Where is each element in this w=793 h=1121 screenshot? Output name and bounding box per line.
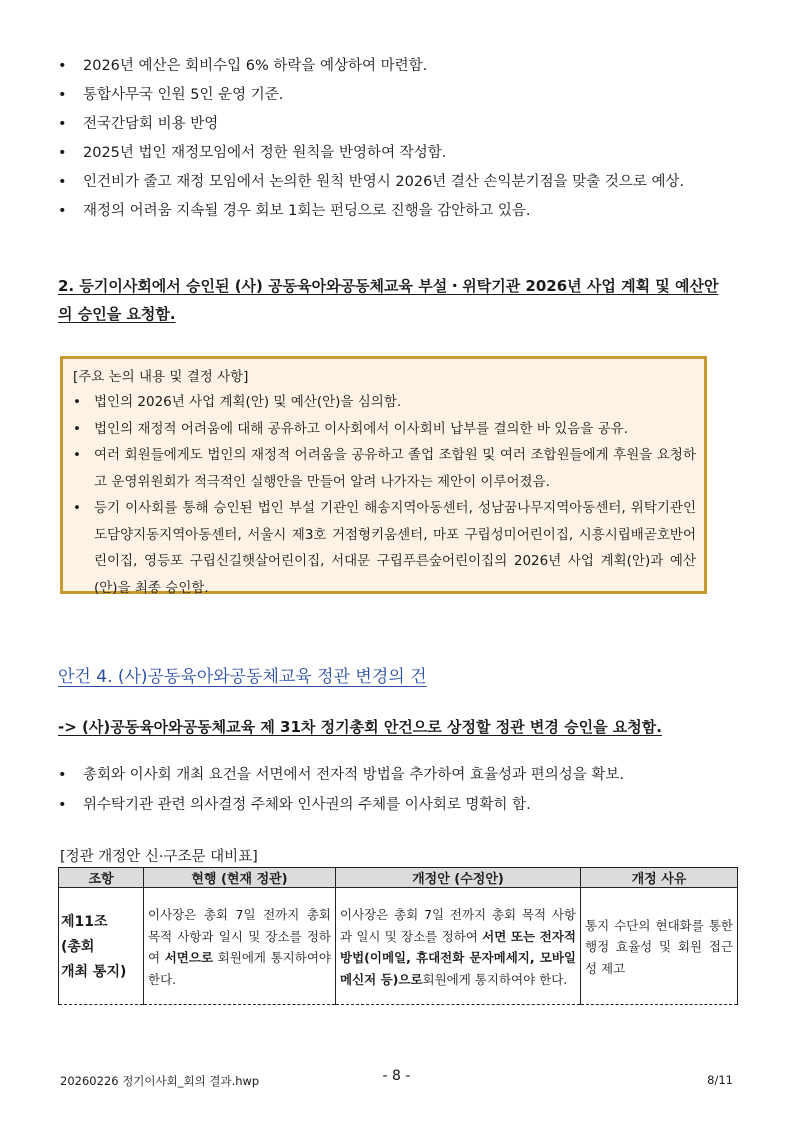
list-item [58, 82, 730, 108]
article-number: 제11조 [61, 913, 108, 930]
agenda-item [58, 792, 730, 818]
decision-item-text: 등기 이사회를 통해 승인된 법인 부설 기관인 해송지역아동센터, 성남꿈나무지역아동센터, 위탁기관인 도담양지동지역아동센터, 서울시 제3호 거점형키움센터, 마포 구립성미어린이집, 시흥시립배곧호반어린이집, 영등포 구립신길햇살어린이집, 서대문 구립푸른숲어린이집의 2026년 사업 계획(안)과 예산(안)을 최종 승인함. [94, 500, 696, 596]
article-cell [59, 888, 144, 1005]
bullet-symbol: • [58, 174, 67, 190]
list-item [58, 140, 730, 166]
header-reason: 개정 사유 [581, 868, 738, 888]
table-row [59, 888, 738, 1005]
footer-page-count: 8/11 [707, 1073, 733, 1087]
bullet-symbol: • [73, 420, 81, 437]
header-revised: 개정안 (수정안) [336, 868, 581, 888]
agenda-item [58, 762, 730, 788]
revised-text-bold: 서면 또는 전자적 방법(이메일, 휴대전화 문자메세지, 모바일 메신저 등)으로 [340, 928, 576, 987]
bullet-symbol: • [73, 394, 81, 410]
list-item [58, 111, 730, 137]
section2-heading: 2. 등기이사회에서 승인된 (사) 공동육아와공동체교육 부설・위탁기관 2026년 사업 계획 및 예산안의 승인을 요청함. [58, 277, 719, 323]
list-item-text: 2025년 법인 재정모임에서 정한 원칙을 반영하여 작성함. [83, 145, 447, 161]
current-text-end: 회원에게 통지하여야 한다. [148, 950, 331, 987]
list-item-text: 재정의 어려움 지속될 경우 회보 1회는 펀딩으로 진행을 감안하고 있음. [83, 203, 531, 219]
bullet-symbol: • [58, 203, 67, 219]
revised-text-end: 회원에게 통지하여야 한다. [422, 971, 568, 987]
list-item-text: 2026년 예산은 회비수입 6% 하락을 예상하여 마련함. [83, 58, 428, 74]
bullet-symbol: • [58, 797, 67, 813]
header-current: 현행 (현재 정관) [144, 868, 336, 888]
decision-list [73, 389, 696, 601]
current-text: 이사장은 총회 7일 전까지 총회 목적 사항과 일시 및 장소를 정하여 [148, 907, 331, 965]
bullet-symbol: • [58, 58, 67, 74]
agenda-item-text: 위수탁기관 관련 의사결정 주체와 인사권의 주체를 이사회로 명확히 함. [83, 797, 531, 813]
footer-page-marker: - 8 - [382, 1068, 411, 1084]
decision-item-text: 법인의 재정적 어려움에 대해 공유하고 이사회에서 이사회비 납부를 결의한 바 있음을 공유. [94, 420, 629, 437]
agenda4-request: -> (사)공동육아와공동체교육 제 31차 정기총회 안건으로 상정할 정관 변경 승인을 요청함. [58, 718, 662, 736]
bylaw-comparison-table [58, 867, 738, 1005]
list-item-text: 통합사무국 인원 5인 운영 기준. [83, 87, 284, 103]
article-title-2: 개최 통지) [61, 963, 127, 980]
list-item-text: 인건비가 줄고 재정 모임에서 논의한 원칙 반영시 2026년 결산 손익분기점을 맞출 것으로 예상. [83, 174, 685, 190]
decision-item-text: 법인의 2026년 사업 계획(안) 및 예산(안)을 심의함. [94, 394, 402, 410]
decision-item [73, 495, 696, 601]
header-article: 조항 [59, 868, 144, 888]
agenda4-title: 안건 4. (사)공동육아와공동체교육 정관 변경의 건 [58, 667, 427, 687]
list-item [58, 198, 730, 224]
table-header-row [59, 868, 738, 888]
agenda-item-text: 총회와 이사회 개최 요건을 서면에서 전자적 방법을 추가하여 효율성과 편의성을 확보. [83, 767, 624, 783]
decision-item [73, 442, 696, 495]
revised-text-cell [336, 888, 581, 1005]
reason-cell: 통지 수단의 현대화를 통한 행정 효율성 및 회원 접근성 제고 [581, 888, 738, 1005]
current-text-bold: 서면으로 [164, 950, 214, 965]
bullet-symbol: • [58, 145, 67, 161]
decision-item-text: 여러 회원들에게도 법인의 재정적 어려움을 공유하고 졸업 조합원 및 여러 조합원들에게 후원을 요청하고 운영위원회가 적극적인 실행안을 만들어 알려 나가자는 제안이 이루어졌음. [94, 447, 696, 490]
article-title-1: (총회 [61, 938, 95, 955]
list-item [58, 53, 730, 79]
decision-item [73, 416, 696, 443]
list-item-text: 전국간담회 비용 반영 [83, 116, 219, 132]
bullet-symbol: • [73, 447, 81, 463]
budget-notes-list [58, 53, 730, 227]
bullet-symbol: • [58, 116, 67, 132]
table-caption: [정관 개정안 신·구조문 대비표] [60, 849, 258, 865]
decision-box [60, 356, 707, 594]
decision-item [73, 389, 696, 416]
decision-box-title: [주요 논의 내용 및 결정 사항] [73, 369, 249, 385]
footer-filename: 20260226 정기이사회_회의 결과.hwp [60, 1074, 260, 1088]
revised-text: 이사장은 총회 7일 전까지 총회 목적 사항과 일시 및 장소를 정하여 [340, 907, 576, 944]
bullet-symbol: • [73, 500, 81, 516]
list-item [58, 169, 730, 195]
agenda4-bullets [58, 762, 730, 822]
bullet-symbol: • [58, 87, 67, 103]
bullet-symbol: • [58, 767, 67, 783]
current-text-cell [144, 888, 336, 1005]
